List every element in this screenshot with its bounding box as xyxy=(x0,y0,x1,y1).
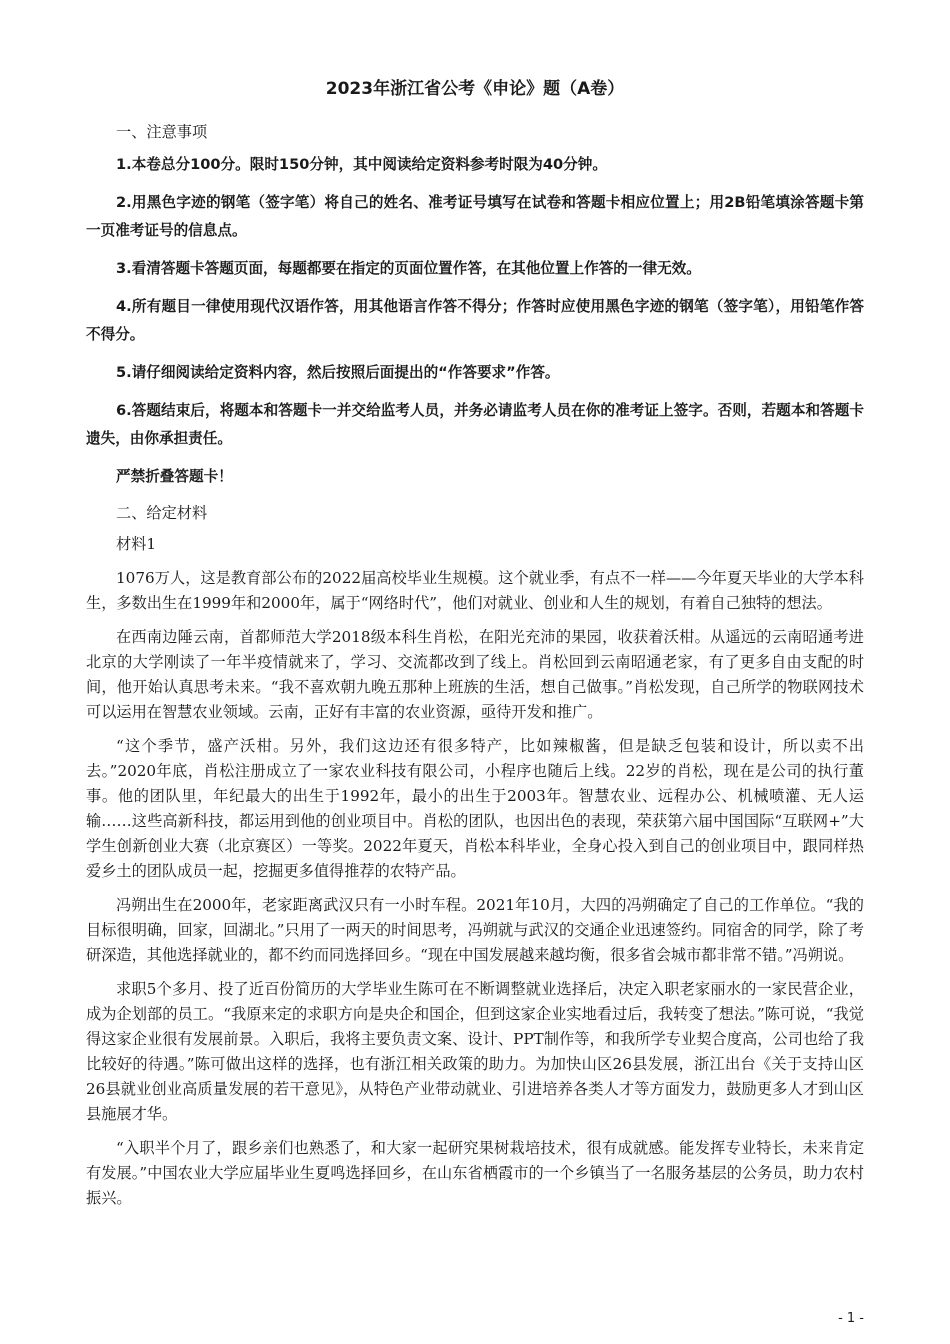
material-paragraph: “这个季节，盛产沃柑。另外，我们这边还有很多特产，比如辣椒酱，但是缺乏包装和设计，所以卖不出去。”2020年底，肖松注册成立了一家农业科技有限公司，小程序也随后上线。22岁的肖松，现在是公司的执行董事。他的团队里，年纪最大的出生于1992年，最小的出生于2003年。智慧农业、远程办公、机械喷灌、无人运输……这些高新科技，都运用到他的创业项目中。肖松的团队，也因出色的表现，荣获第六届中国国际“互联网+”大学生创新创业大赛（北京赛区）一等奖。2022年夏天，肖松本科毕业，全身心投入到自己的创业项目中，跟同样热爱乡土的团队成员一起，挖掘更多值得推荐的农特产品。 xyxy=(86,737,864,880)
material-paragraph: 1076万人，这是教育部公布的2022届高校毕业生规模。这个就业季，有点不一样——今年夏天毕业的大学本科生，多数出生在1999年和2000年，属于“网络时代”，他们对就业、创业和人生的规划，有着自己独特的想法。 xyxy=(86,569,864,612)
notice-item: 1.本卷总分100分。限时150分钟，其中阅读给定资料参考时限为40分钟。 xyxy=(116,156,607,173)
material-paragraph: 冯朔出生在2000年，老家距离武汉只有一小时车程。2021年10月，大四的冯朔确定了自己的工作单位。“我的目标很明确，回家，回湖北。”只用了一两天的时间思考，冯朔就与武汉的交通企业迅速签约。同宿舍的同学，除了考研深造，其他选择就业的，都不约而同选择回乡。“现在中国发展越来越均衡，很多省会城市都非常不错。”冯朔说。 xyxy=(86,896,864,964)
notice-item: 6.答题结束后，将题本和答题卡一并交给监考人员，并务必请监考人员在你的准考证上签字。否则，若题本和答题卡遗失，由你承担责任。 xyxy=(86,402,864,447)
section-heading-materials: 二、给定材料 xyxy=(116,504,208,522)
notice-item: 3.看清答题卡答题页面，每题都要在指定的页面位置作答，在其他位置上作答的一律无效。 xyxy=(116,260,701,277)
material-paragraph: 在西南边陲云南，首都师范大学2018级本科生肖松，在阳光充沛的果园，收获着沃柑。从遥远的云南昭通考进北京的大学刚读了一年半疫情就来了，学习、交流都改到了线上。肖松回到云南昭通老家，有了更多自由支配的时间，他开始认真思考未来。“我不喜欢朝九晚五那种上班族的生活，想自己做事。”肖松发现，自己所学的物联网技术可以运用在智慧农业领域。云南，正好有丰富的农业资源，亟待开发和推广。 xyxy=(86,628,864,721)
material-paragraph: 求职5个多月、投了近百份简历的大学毕业生陈可在不断调整就业选择后，决定入职老家丽水的一家民营企业，成为企划部的员工。“我原来定的求职方向是央企和国企，但到这家企业实地看过后，我转变了想法。”陈可说，“我觉得这家企业很有发展前景。入职后，我将主要负责文案、设计、PPT制作等，和我所学专业契合度高，公司也给了我比较好的待遇。”陈可做出这样的选择，也有浙江相关政策的助力。为加快山区26县发展，浙江出台《关于支持山区26县就业创业高质量发展的若干意见》，从特色产业带动就业、引进培养各类人才等方面发力，鼓励更多人才到山区县施展才华。 xyxy=(86,980,864,1123)
material-paragraph: “入职半个月了，跟乡亲们也熟悉了，和大家一起研究果树栽培技术，很有成就感。能发挥专业特长，未来肯定有发展。”中国农业大学应届毕业生夏鸣选择回乡，在山东省栖霞市的一个乡镇当了一名服务基层的公务员，助力农村振兴。 xyxy=(86,1139,864,1207)
notice-item: 4.所有题目一律使用现代汉语作答，用其他语言作答不得分；作答时应使用黑色字迹的钢笔（签字笔），用铅笔作答不得分。 xyxy=(86,298,864,343)
material-heading: 材料1 xyxy=(116,535,157,553)
page-number: - 1 - xyxy=(838,1311,864,1326)
section-heading-notes: 一、注意事项 xyxy=(116,123,208,141)
warning-text: 严禁折叠答题卡！ xyxy=(116,468,233,485)
notice-item: 2.用黑色字迹的钢笔（签字笔）将自己的姓名、准考证号填写在试卷和答题卡相应位置上；用2B铅笔填涂答题卡第一页准考证号的信息点。 xyxy=(86,194,864,239)
notice-item: 5.请仔细阅读给定资料内容，然后按照后面提出的“作答要求”作答。 xyxy=(116,364,560,381)
document-body xyxy=(86,114,864,1220)
page-title: 2023年浙江省公考《申论》题（A卷） xyxy=(325,79,625,99)
